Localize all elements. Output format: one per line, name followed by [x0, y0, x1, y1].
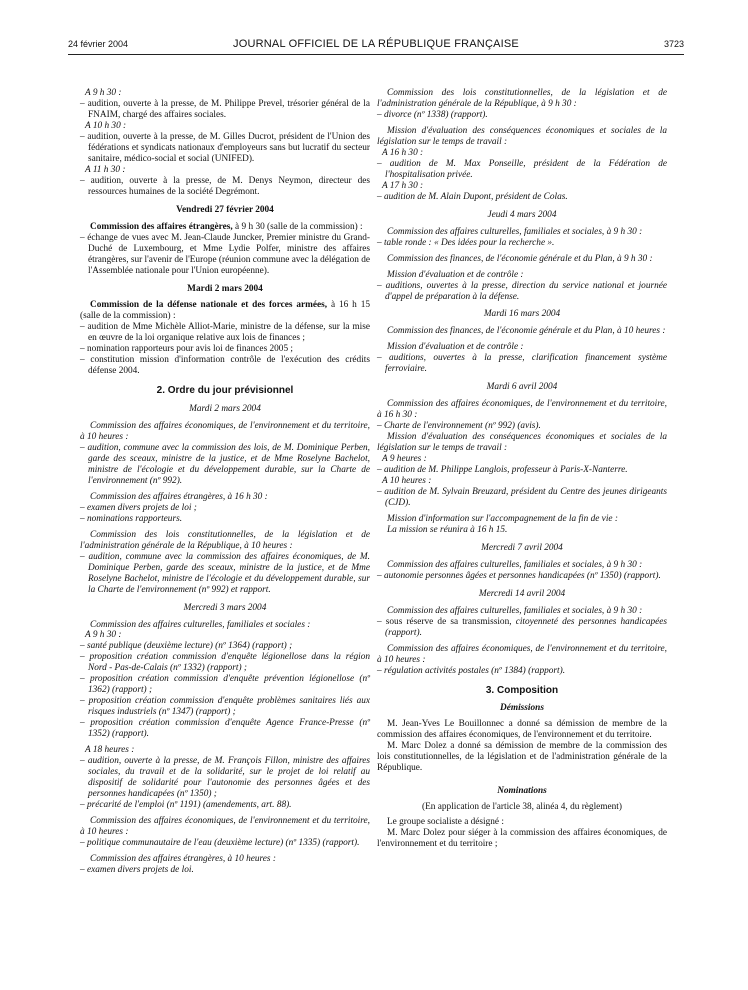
commission-line: Commission des affaires étrangères, à 16 h 30 : — [90, 491, 268, 502]
agenda-item: – audition de M. Max Ponseille, président de la Fédération de l'hospitalisation privée. — [377, 158, 667, 180]
body-paragraph: M. Marc Dolez pour siéger à la commission des affaires économiques, de l'environnement et du territoire ; — [377, 828, 667, 850]
commission-line — [80, 300, 370, 322]
agenda-item: – audition, ouverte à la presse, de M. François Fillon, ministre des affaires sociales, du travail et de la solidarité, sur le projet de loi relatif au dispositif de solidarité pour l'autonomie des personnes âgées et des personnes handicapées (nº 1350) ; — [80, 756, 370, 800]
agenda-item: – proposition création commission d'enquête Agence France-Presse (nº 1352) (rapport). — [80, 718, 370, 740]
commission-line: Commission des affaires culturelles, familiales et sociales, à 9 h 30 : — [387, 559, 643, 570]
commission-name: Commission des affaires étrangères, — [90, 221, 233, 232]
agenda-item-prefix: – sous réserve de sa transmission, — [377, 616, 516, 627]
agenda-item: – examen divers projets de loi ; — [80, 502, 197, 513]
commission-line: Commission des finances, de l'économie générale et du Plan, à 10 heures : — [387, 326, 666, 337]
time-label: A 9 h 30 : — [85, 630, 122, 641]
time-label: A 10 heures : — [382, 476, 432, 487]
agenda-item — [377, 617, 667, 639]
agenda-item: – table ronde : « Des idées pour la recherche ». — [377, 237, 555, 248]
time-label: A 18 heures : — [85, 745, 135, 756]
time-label: A 16 h 30 : — [382, 147, 424, 158]
agenda-item: – audition de M. Philippe Langlois, professeur à Paris-X-Nanterre. — [377, 465, 628, 476]
agenda-item: – précarité de l'emploi (nº 1191) (amendements, art. 88). — [80, 800, 292, 811]
body-paragraph: M. Marc Dolez a donné sa démission de membre de la commission des lois constitutionnelles, de la législation et de l'administration générale de la République. — [377, 741, 667, 774]
agenda-item: – audition de Mme Michèle Alliot-Marie, ministre de la défense, sur la mise en œuvre de la loi organique relative aux lois de finances ; — [80, 322, 370, 344]
agenda-item: – audition de M. Alain Dupont, président de Colas. — [377, 191, 568, 202]
date-heading: Mercredi 14 avril 2004 — [478, 588, 566, 599]
commission-name: Commission de la défense nationale et des forces armées, — [90, 300, 328, 311]
agenda-item: – proposition création commission d'enquête prévention légionellose (nº 1362) (rapport) ; — [80, 674, 370, 696]
commission-line: Commission des affaires économiques, de l'environnement et du territoire, à 10 heures : — [80, 815, 370, 837]
mission-note: La mission se réunira à 16 h 15. — [387, 524, 508, 535]
agenda-item: – examen divers projets de loi. — [80, 864, 194, 875]
section-heading: 2. Ordre du jour prévisionnel — [156, 385, 294, 397]
agenda-item: – constitution mission d'information contrôle de l'exécution des crédits défense 2004. — [80, 355, 370, 377]
date-heading: Mercredi 7 avril 2004 — [481, 542, 563, 553]
commission-line: Commission des affaires étrangères, à 10 heures : — [90, 853, 276, 864]
agenda-item: – audition de M. Sylvain Breuzard, président du Centre des jeunes dirigeants (CJD). — [377, 487, 667, 508]
commission-time: à 16 h 15 (salle de la commission) : — [80, 300, 370, 322]
page-number: 3723 — [663, 39, 684, 49]
agenda-item: – divorce (nº 1338) (rapport). — [377, 109, 488, 120]
agenda-item: – auditions, ouvertes à la presse, clarification financement système ferroviaire. — [377, 353, 667, 375]
agenda-item: – nominations rapporteurs. — [80, 513, 183, 524]
agenda-item: – audition, ouverte à la presse, de M. Denys Neymon, directeur des ressources humaines de la société Degrémont. — [80, 175, 370, 197]
right-column — [377, 88, 667, 850]
mission-line: Mission d'information sur l'accompagnement de la fin de vie : — [387, 513, 618, 524]
commission-line: Commission des finances, de l'économie générale et du Plan, à 9 h 30 : — [387, 253, 653, 264]
agenda-item-text: citoyenneté des personnes handicapées (rapport). — [385, 616, 667, 638]
agenda-item: – audition, ouverte à la presse, de M. Philippe Prevel, trésorier général de la FNAIM, chargé des affaires sociales. — [80, 98, 370, 120]
agenda-item: – autonomie personnes âgées et personnes handicapées (nº 1350) (rapport). — [377, 570, 661, 581]
header-date: 24 février 2004 — [68, 39, 129, 49]
mission-line: Mission d'évaluation et de contrôle : — [387, 269, 524, 280]
date-heading: Mardi 2 mars 2004 — [187, 283, 263, 294]
commission-line: Commission des lois constitutionnelles, de la législation et de l'administration générale de la République, à 9 h 30 : — [377, 88, 667, 109]
agenda-item: – échange de vues avec M. Jean-Claude Juncker, Premier ministre du Grand-Duché de Luxembourg, et Mme Lydie Polfer, ministre des affaires étrangères, sur l'avenir de l'Europe (réunion commune avec la délégation de l'Assemblée nationale pour l'Union européenne). — [80, 232, 370, 276]
commission-line: Commission des affaires économiques, de l'environnement et du territoire, à 10 heures : — [377, 643, 667, 665]
date-heading: Mardi 6 avril 2004 — [486, 382, 558, 393]
mission-line: Mission d'évaluation des conséquences économiques et sociales de la législation sur le temps de travail : — [377, 432, 667, 454]
time-label: A 17 h 30 : — [382, 180, 424, 191]
subsection-heading: Nominations — [497, 786, 547, 797]
agenda-item: – auditions, ouvertes à la presse, direction du service national et journée d'appel de préparation à la défense. — [377, 280, 667, 302]
commission-line: Commission des affaires culturelles, familiales et sociales, à 9 h 30 : — [387, 226, 643, 237]
agenda-item: – santé publique (deuxième lecture) (nº 1364) (rapport) ; — [80, 641, 293, 652]
left-column — [80, 88, 370, 876]
agenda-item: – audition, ouverte à la presse, de M. Gilles Ducrot, président de l'Union des fédérations et syndicats nationaux d'employeurs sans but lucratif du secteur sanitaire, médico-social et social (UNIFED). — [80, 131, 370, 164]
agenda-item: – politique communautaire de l'eau (deuxième lecture) (nº 1335) (rapport). — [80, 837, 360, 848]
body-paragraph: (En application de l'article 38, alinéa 4, du règlement) — [422, 802, 622, 813]
agenda-item: – nomination rapporteurs pour avis loi de finances 2005 ; — [80, 344, 294, 355]
commission-time: à 9 h 30 (salle de la commission) : — [232, 221, 363, 232]
time-label: A 9 h 30 : — [85, 88, 122, 98]
date-heading: Mardi 16 mars 2004 — [483, 309, 561, 320]
journal-title: JOURNAL OFFICIEL DE LA RÉPUBLIQUE FRANÇAISE — [233, 38, 519, 50]
agenda-item: – proposition création commission d'enquête légionellose dans la région Nord - Pas-de-Calais (nº 1332) (rapport) ; — [80, 652, 370, 674]
agenda-item: – régulation activités postales (nº 1384) (rapport). — [377, 665, 566, 676]
page-header — [68, 38, 684, 55]
mission-line: Mission d'évaluation et de contrôle : — [387, 342, 524, 353]
date-heading: Vendredi 27 février 2004 — [176, 204, 274, 215]
body-paragraph: Le groupe socialiste a désigné : — [387, 817, 504, 828]
date-heading: Mercredi 3 mars 2004 — [183, 602, 267, 613]
agenda-item: – audition, commune avec la commission des affaires économiques, de M. Dominique Perben, garde des sceaux, ministre de la justice, et de Mme Roselyne Bachelot, ministre de l'écologie et du développement durable, sur la Charte de l'environnement (nº 992) et rapport. — [80, 551, 370, 595]
subsection-heading: Démissions — [500, 703, 544, 714]
commission-line: Commission des affaires culturelles, familiales et sociales, à 9 h 30 : — [387, 605, 643, 616]
date-heading: Mardi 2 mars 2004 — [189, 404, 261, 415]
commission-line: Commission des affaires économiques, de l'environnement et du territoire, à 16 h 30 : — [377, 399, 667, 421]
agenda-item: – proposition création commission d'enquête problèmes sanitaires liés aux risques industriels (nº 1347) (rapport) ; — [80, 696, 370, 718]
time-label: A 10 h 30 : — [85, 120, 127, 131]
commission-line — [80, 222, 370, 233]
agenda-item: – Charte de l'environnement (nº 992) (avis). — [377, 421, 541, 432]
commission-line: Commission des lois constitutionnelles, de la législation et de l'administration générale de la République, à 10 heures : — [80, 529, 370, 551]
commission-line: Mission d'évaluation des conséquences économiques et sociales de la législation sur le temps de travail : — [377, 125, 667, 147]
agenda-item: – audition, commune avec la commission des lois, de M. Dominique Perben, garde des sceaux, ministre de la justice, et de Mme Roselyne Bachelot, ministre de l'écologie et du développement durable, sur la Charte de l'environnement (nº 992). — [80, 442, 370, 486]
section-heading: 3. Composition — [485, 684, 559, 696]
time-label: A 9 heures : — [382, 454, 427, 465]
date-heading: Jeudi 4 mars 2004 — [487, 209, 557, 220]
body-paragraph: M. Jean-Yves Le Bouillonnec a donné sa démission de membre de la commission des affaires économiques, de l'environnement et du territoire. — [377, 719, 667, 741]
commission-line: Commission des affaires économiques, de l'environnement et du territoire, à 10 heures : — [80, 421, 370, 442]
time-label: A 11 h 30 : — [85, 164, 126, 175]
commission-line: Commission des affaires culturelles, familiales et sociales : — [90, 619, 311, 630]
